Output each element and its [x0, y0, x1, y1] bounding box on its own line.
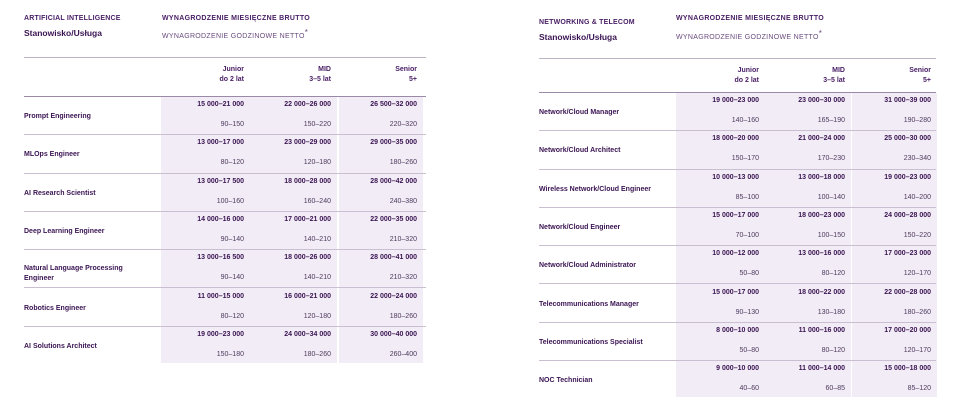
hourly-net-range: 120–180 [303, 159, 331, 167]
monthly-gross-range: 17 000–23 000 [884, 250, 931, 258]
position-label: Stanowisko/Usługa [539, 32, 617, 42]
monthly-gross-range: 24 000–34 000 [284, 330, 331, 338]
monthly-gross-range: 10 000–13 000 [712, 173, 759, 181]
hourly-net-range: 60–85 [825, 385, 845, 393]
hourly-net-range: 210–320 [389, 274, 417, 282]
monthly-gross-range: 19 000–23 000 [197, 330, 244, 338]
column-title: Senior [395, 66, 417, 73]
position-name: Network/Cloud Administrator [539, 262, 636, 270]
monthly-gross-range: 18 000–26 000 [284, 254, 331, 262]
monthly-gross-range: 22 000–26 000 [284, 101, 331, 108]
hourly-net-range: 40–60 [739, 385, 759, 393]
category-title: ARTIFICIAL INTELLIGENCE [24, 15, 121, 22]
monthly-gross-range: 28 000–42 000 [370, 177, 417, 185]
table-row [539, 93, 936, 131]
position-name: Natural Language Processing Engineer [24, 265, 123, 283]
hourly-net-range: 170–230 [817, 155, 845, 163]
position-name: AI Research Scientist [24, 189, 96, 197]
table-row [24, 250, 426, 288]
monthly-gross-range: 19 000–23 000 [884, 173, 931, 181]
hourly-net-range: 230–340 [903, 155, 931, 163]
position-name: Wireless Network/Cloud Engineer [539, 185, 651, 193]
hourly-net-range: 80–120 [821, 270, 845, 278]
column-header-senior [337, 65, 417, 85]
table-row [539, 131, 936, 169]
column-header-mid [765, 66, 845, 86]
column-header-junior [679, 66, 759, 86]
monthly-gross-range: 13 000–17 000 [197, 139, 244, 147]
hourly-net-range: 120–170 [903, 346, 931, 354]
monthly-gross-range: 26 500–32 000 [370, 101, 417, 108]
hourly-net-range: 150–180 [216, 350, 244, 358]
column-title: Senior [909, 67, 931, 74]
monthly-gross-range: 11 000–15 000 [197, 292, 244, 300]
monthly-gross-range: 13 000–17 500 [197, 177, 244, 185]
position-label: Stanowisko/Usługa [24, 28, 102, 38]
monthly-gross-range: 17 000–20 000 [884, 326, 931, 334]
hourly-net-range: 160–240 [303, 197, 331, 205]
monthly-gross-range: 18 000–20 000 [712, 135, 759, 143]
table-row [539, 208, 936, 246]
monthly-gross-range: 15 000–17 000 [712, 288, 759, 296]
hourly-net-range: 85–120 [907, 385, 931, 393]
monthly-gross-range: 23 000–29 000 [284, 139, 331, 147]
hourly-net-range: 180–260 [903, 308, 931, 316]
monthly-gross-range: 17 000–21 000 [284, 215, 331, 223]
position-name: Deep Learning Engineer [24, 227, 105, 235]
table-row [24, 327, 426, 365]
monthly-gross-range: 18 000–28 000 [284, 177, 331, 185]
column-experience: do 2 lat [219, 76, 244, 83]
hourly-net-range: 150–220 [303, 121, 331, 128]
monthly-gross-range: 30 000–40 000 [370, 330, 417, 338]
position-name: Network/Cloud Architect [539, 147, 621, 155]
hourly-net-range: 90–150 [220, 121, 244, 128]
column-header-mid [251, 65, 331, 85]
footnote-asterisk: * [818, 29, 823, 38]
hourly-net-range: 220–320 [389, 121, 417, 128]
monthly-gross-range: 22 000–28 000 [884, 288, 931, 296]
hourly-net-range: 140–210 [303, 274, 331, 282]
hourly-net-range: 140–200 [903, 193, 931, 201]
hourly-net-range: 120–180 [303, 312, 331, 320]
monthly-gross-range: 10 000–12 000 [712, 250, 759, 258]
position-name: Network/Cloud Manager [539, 109, 620, 116]
monthly-gross-range: 24 000–28 000 [884, 211, 931, 219]
table-row [24, 174, 426, 212]
column-title: MID [832, 67, 845, 74]
table-row [539, 285, 936, 323]
hourly-net-range: 90–140 [220, 274, 244, 282]
gross-salary-label: WYNAGRODZENIE MIESIĘCZNE BRUTTO [676, 15, 825, 22]
monthly-gross-range: 11 000–16 000 [798, 326, 845, 334]
hourly-net-range: 150–170 [731, 155, 759, 163]
monthly-gross-range: 16 000–21 000 [284, 292, 331, 300]
column-experience: 5+ [923, 77, 931, 84]
hourly-net-range: 100–160 [216, 197, 244, 205]
monthly-gross-range: 11 000–14 000 [798, 365, 845, 373]
hourly-net-range: 180–260 [389, 312, 417, 320]
hourly-net-range: 85–100 [735, 193, 759, 201]
table-row [539, 246, 936, 284]
monthly-gross-range: 14 000–16 000 [197, 215, 244, 223]
hourly-net-range: 120–170 [903, 270, 931, 278]
monthly-gross-range: 31 000–39 000 [884, 97, 931, 104]
table-row [24, 212, 426, 250]
hourly-net-range: 90–130 [735, 308, 759, 316]
position-name: NOC Technician [539, 377, 593, 385]
hourly-net-range: 180–260 [303, 350, 331, 358]
table-row [24, 135, 426, 173]
hourly-net-range: 50–80 [739, 270, 759, 278]
monthly-gross-range: 15 000–21 000 [197, 101, 244, 108]
hourly-net-range: 80–120 [821, 346, 845, 354]
hourly-net-range: 150–220 [903, 231, 931, 239]
hourly-net-range: 190–280 [903, 117, 931, 124]
column-experience: do 2 lat [734, 77, 759, 84]
hourly-net-range: 140–160 [731, 117, 759, 124]
monthly-gross-range: 23 000–30 000 [798, 97, 845, 104]
monthly-gross-range: 22 000–24 000 [370, 292, 417, 300]
hourly-net-range: 260–400 [389, 350, 417, 358]
position-name: Robotics Engineer [24, 304, 86, 312]
position-name: Network/Cloud Engineer [539, 223, 621, 231]
hourly-net-range: 80–120 [220, 312, 244, 320]
table-row [24, 289, 426, 327]
net-hourly-label: WYNAGRODZENIE GODZINOWE NETTO* [676, 29, 823, 41]
column-header-junior [164, 65, 244, 85]
position-name: Telecommunications Manager [539, 300, 639, 308]
column-title: Junior [737, 67, 759, 74]
column-title: Junior [222, 66, 244, 73]
hourly-net-range: 50–80 [739, 346, 759, 354]
monthly-gross-range: 15 000–18 000 [884, 365, 931, 373]
hourly-net-range: 80–120 [220, 159, 244, 167]
monthly-gross-range: 29 000–35 000 [370, 139, 417, 147]
footnote-asterisk: * [304, 28, 309, 37]
monthly-gross-range: 13 000–18 000 [798, 173, 845, 181]
net-hourly-label: WYNAGRODZENIE GODZINOWE NETTO* [162, 28, 309, 40]
position-name: Prompt Engineering [24, 113, 91, 120]
position-name: AI Solutions Architect [24, 342, 97, 350]
monthly-gross-range: 13 000–16 500 [197, 254, 244, 262]
hourly-net-range: 130–180 [817, 308, 845, 316]
column-experience: 5+ [409, 76, 417, 83]
column-title: MID [318, 66, 331, 73]
monthly-gross-range: 13 000–16 000 [798, 250, 845, 258]
hourly-net-range: 140–210 [303, 235, 331, 243]
monthly-gross-range: 9 000–10 000 [716, 365, 759, 373]
hourly-net-range: 100–150 [817, 231, 845, 239]
table-row [539, 323, 936, 361]
top-divider [24, 57, 426, 58]
category-title: NETWORKING & TELECOM [539, 19, 635, 26]
table-row [24, 97, 426, 135]
monthly-gross-range: 19 000–23 000 [712, 97, 759, 104]
hourly-net-range: 180–260 [389, 159, 417, 167]
monthly-gross-range: 25 000–30 000 [884, 135, 931, 143]
column-header-senior [851, 66, 931, 86]
monthly-gross-range: 15 000–17 000 [712, 211, 759, 219]
hourly-net-range: 165–190 [817, 117, 845, 124]
hourly-net-range: 90–140 [220, 235, 244, 243]
table-row [539, 361, 936, 399]
column-experience: 3–5 lat [309, 76, 331, 83]
monthly-gross-range: 28 000–41 000 [370, 254, 417, 262]
monthly-gross-range: 18 000–23 000 [798, 211, 845, 219]
hourly-net-range: 210–320 [389, 235, 417, 243]
gross-salary-label: WYNAGRODZENIE MIESIĘCZNE BRUTTO [162, 15, 311, 22]
table-row [539, 170, 936, 208]
hourly-net-range: 70–100 [735, 231, 759, 239]
hourly-net-range: 240–380 [389, 197, 417, 205]
top-divider [539, 58, 936, 59]
monthly-gross-range: 18 000–22 000 [798, 288, 845, 296]
hourly-net-range: 100–140 [817, 193, 845, 201]
position-name: MLOps Engineer [24, 151, 80, 159]
column-experience: 3–5 lat [823, 77, 845, 84]
monthly-gross-range: 22 000–35 000 [370, 215, 417, 223]
position-name: Telecommunications Specialist [539, 338, 643, 346]
monthly-gross-range: 8 000–10 000 [716, 326, 759, 334]
monthly-gross-range: 21 000–24 000 [798, 135, 845, 143]
